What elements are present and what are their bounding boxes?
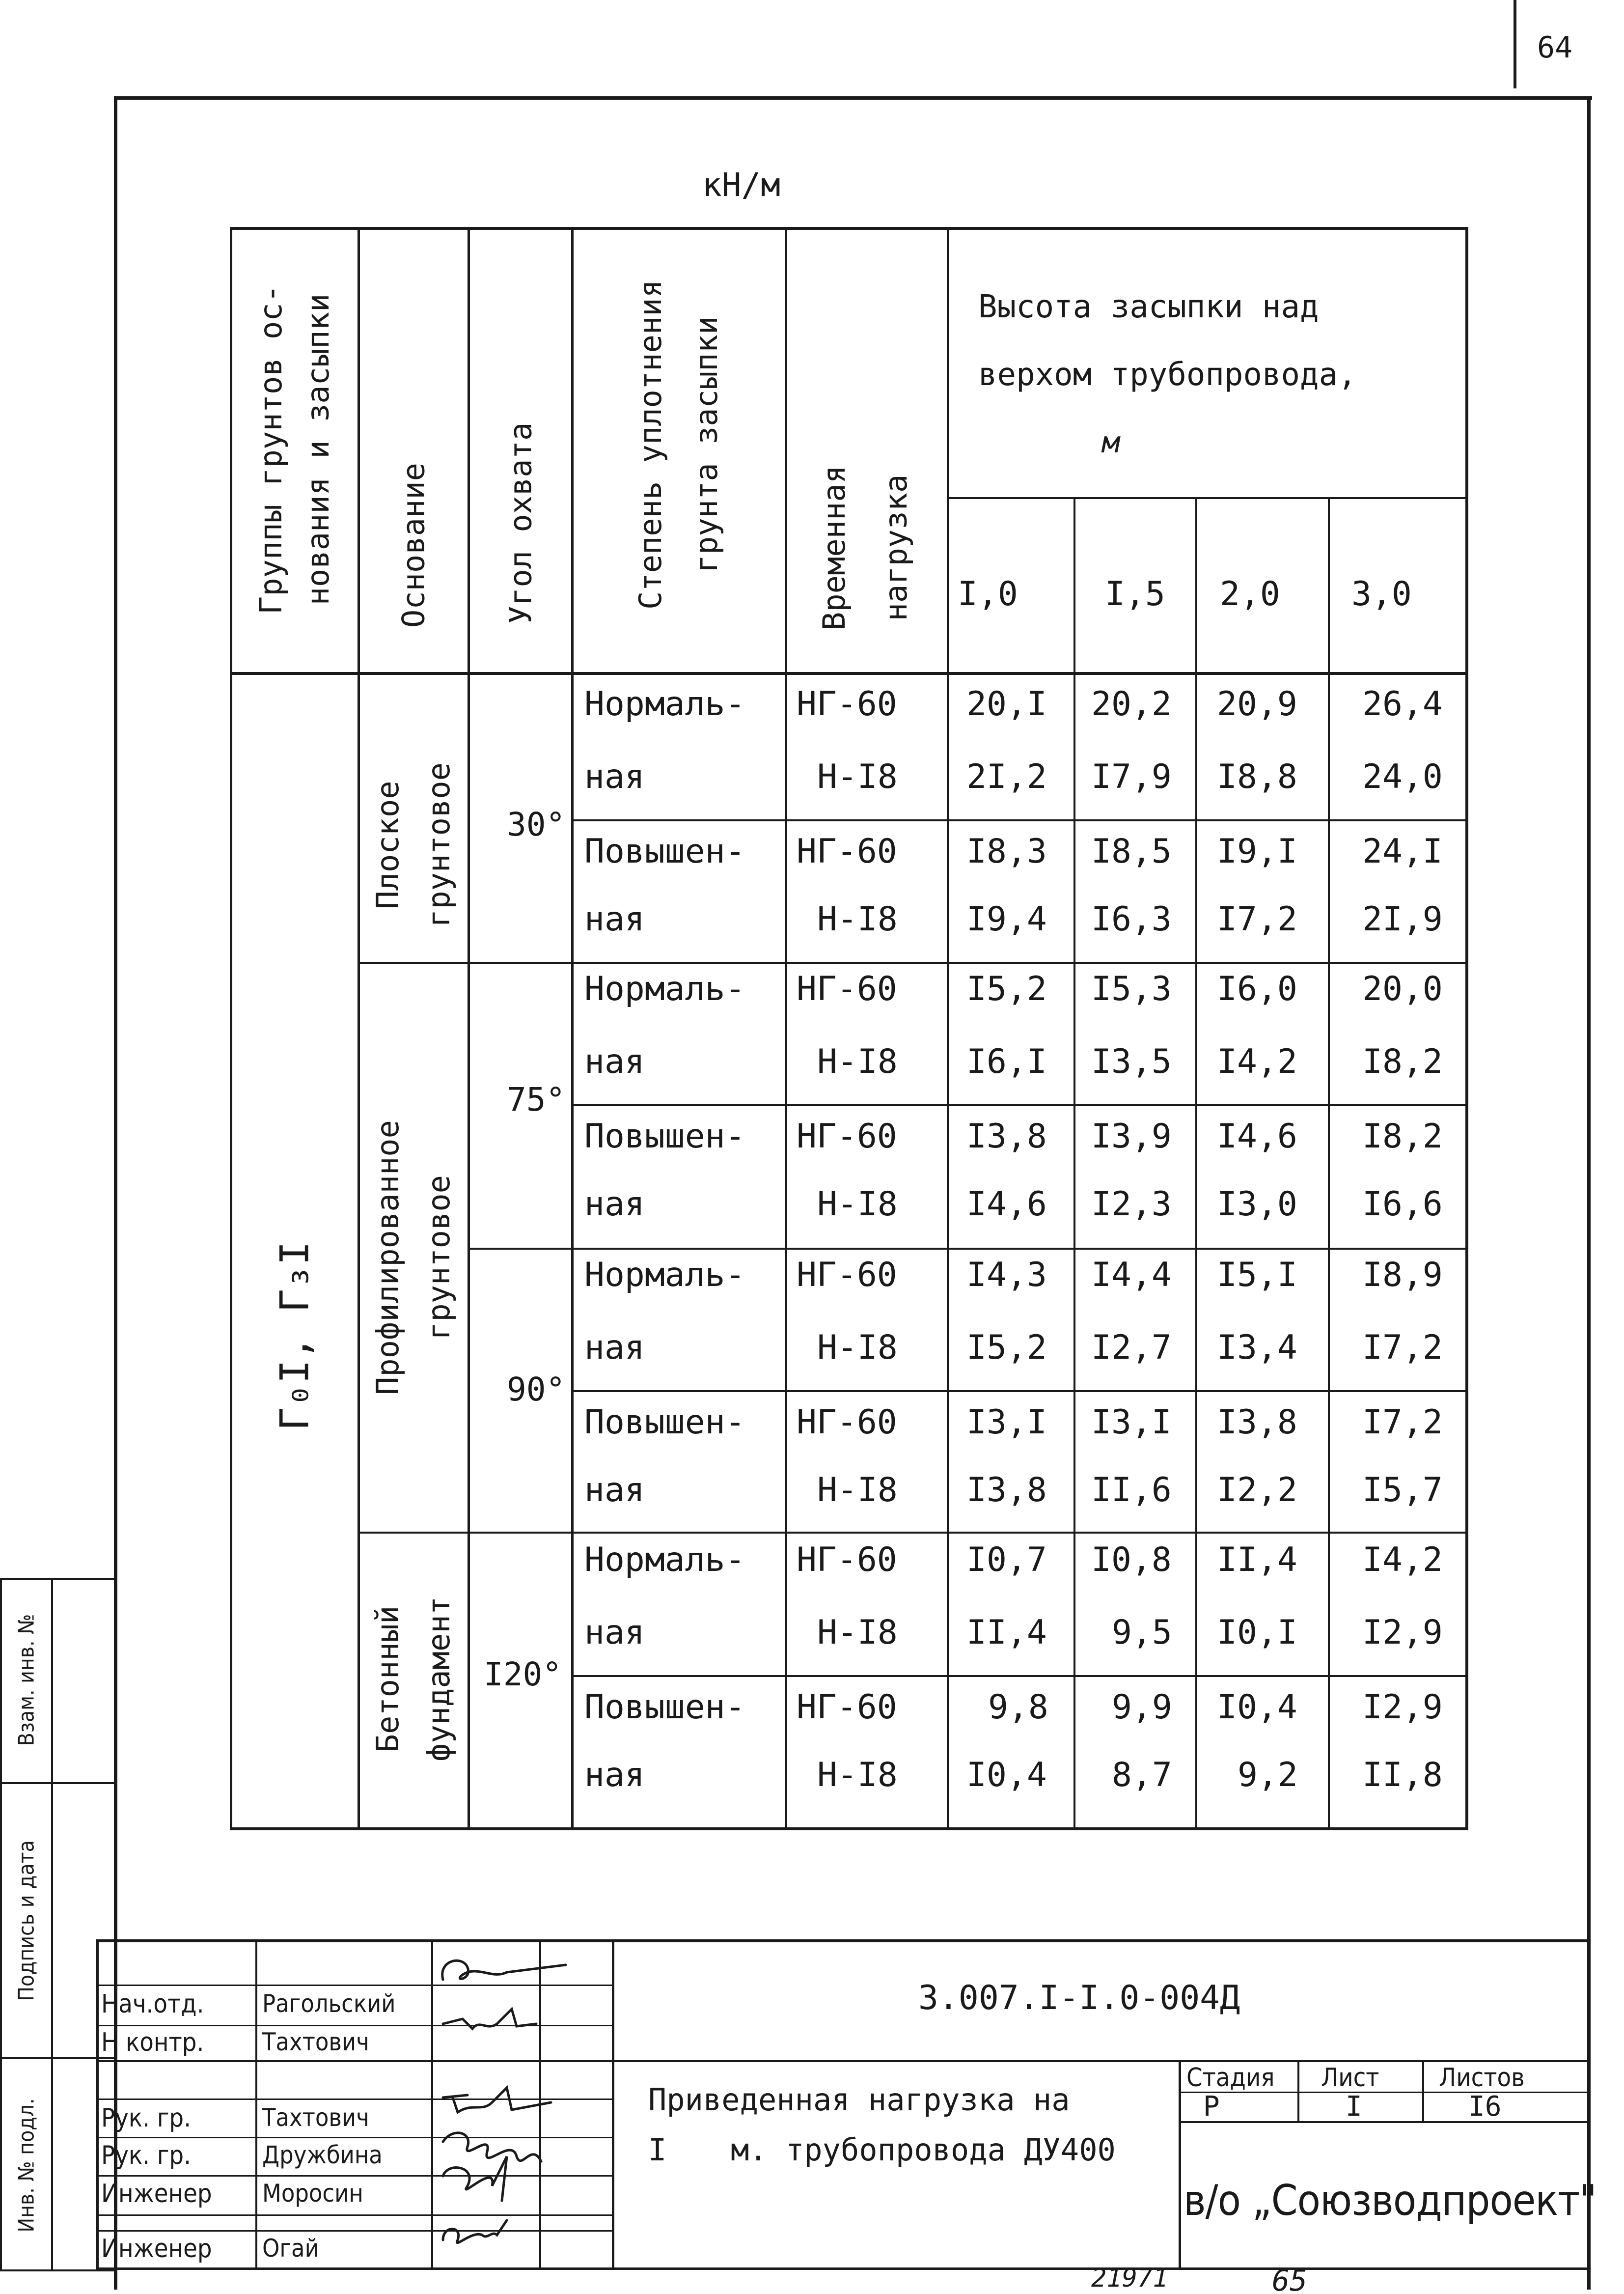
comp-high-1b: ная [584, 900, 645, 939]
role-6: Инженер [101, 2179, 212, 2209]
angle-120: I20° [484, 1655, 562, 1693]
value-h4: I7,2 [1362, 1403, 1443, 1442]
stamp-inv-number: Инв. № подл. [14, 2098, 39, 2233]
base-flat-soil [362, 762, 465, 927]
angle-sep [468, 1248, 1468, 1250]
header-compaction [623, 280, 735, 610]
page-number-divider [1514, 0, 1516, 88]
header-soil-groups [248, 284, 342, 615]
signature-2 [443, 2009, 536, 2029]
value-h1: I3,8 [966, 1117, 1047, 1156]
value-h1: I5,2 [966, 970, 1047, 1008]
base-sep-1 [358, 962, 1468, 964]
col-rule-9 [1465, 227, 1468, 1829]
header-base: Основание [395, 463, 432, 628]
load-type: Н-I8 [817, 1042, 898, 1081]
value-h3: I8,8 [1217, 757, 1297, 796]
base-flat-soil-line1: Плоское [370, 781, 406, 909]
value-h2: I3,I [1091, 1403, 1172, 1442]
comp-normal-1b: ная [584, 757, 645, 796]
col-rule-0 [230, 227, 232, 1829]
tb-col-left [96, 1939, 99, 2269]
name-4: Тахтович [262, 2103, 369, 2132]
base-concrete-line1: Бетонный [370, 1605, 406, 1753]
value-h4: 2I,9 [1362, 900, 1443, 939]
value-h3: I2,2 [1217, 1471, 1297, 1510]
value-h4: I7,2 [1362, 1328, 1443, 1367]
doc-title-line2-a: I [648, 2132, 667, 2168]
value-h1: 2I,2 [966, 757, 1047, 796]
side-stamp-left [0, 1578, 2, 2271]
comp-sep-2 [571, 1104, 1468, 1106]
doc-title-line1: Приведенная нагрузка на [648, 2082, 1070, 2118]
name-5: Дружбина [262, 2141, 383, 2169]
page-number: 64 [1537, 30, 1573, 65]
tb-stage-sep [1297, 2060, 1299, 2122]
tb-row-3 [96, 2060, 1591, 2062]
comp-high-3b: ная [584, 1471, 645, 1510]
soil-group-value: Г₀I, Г₃I [272, 1241, 318, 1431]
header-height-line1: Высота засыпки над [978, 289, 1319, 325]
col-rule-4 [785, 227, 787, 1829]
role-5: Рук. гр. [101, 2141, 191, 2170]
title-block-top [96, 1939, 1591, 1942]
value-h4: I5,7 [1362, 1471, 1443, 1510]
height-col-2: I,5 [1105, 575, 1165, 614]
header-soil-groups-line1: Группы грунтов ос- [253, 284, 289, 615]
value-h4: I4,2 [1362, 1540, 1443, 1579]
value-h1: I3,8 [966, 1471, 1047, 1510]
value-h2: I2,3 [1091, 1185, 1172, 1224]
load-type: НГ-60 [797, 1403, 897, 1442]
comp-normal-2b: ная [584, 1042, 645, 1081]
frame-left [114, 96, 117, 2290]
signature-3 [443, 2088, 551, 2112]
base-profiled-soil-line2: грунтовое [421, 1175, 457, 1340]
header-temp-load-line1: Временная [816, 465, 852, 630]
base-profiled-soil [362, 1120, 465, 1395]
name-6: Моросин [262, 2179, 363, 2208]
org-name: в/о „Союзводпроект" [1184, 2176, 1596, 2225]
tb-value-row [1179, 2121, 1591, 2123]
signature-6 [443, 2220, 507, 2243]
signature-4 [443, 2133, 541, 2161]
name-7: Огай [262, 2234, 319, 2263]
value-h1: I3,I [966, 1403, 1047, 1442]
name-1: Рагольский [262, 1989, 396, 2018]
height-col-1: I,0 [958, 575, 1018, 614]
comp-normal-4a: Нормаль- [584, 1540, 745, 1579]
col-rule-7 [1195, 497, 1197, 1829]
bottom-note-2: 65 [1272, 2264, 1308, 2294]
doc-code: 3.007.I-I.0-004Д [918, 1979, 1240, 2017]
value-h2: 9,5 [1112, 1613, 1172, 1652]
comp-high-1a: Повышен- [584, 832, 745, 871]
header-height-unit: м [1102, 425, 1120, 460]
comp-high-4a: Повышен- [584, 1688, 745, 1727]
table-bottom-rule [230, 1827, 1468, 1830]
header-temp-load [803, 465, 927, 630]
load-type: Н-I8 [817, 1756, 898, 1794]
value-h2: I3,5 [1091, 1042, 1172, 1081]
value-h3: I4,6 [1217, 1117, 1297, 1156]
load-type: НГ-60 [797, 1540, 897, 1579]
value-h4: II,8 [1362, 1756, 1443, 1794]
value-h1: I4,3 [966, 1256, 1047, 1294]
table-top-rule [230, 227, 1468, 230]
value-h2: I0,8 [1091, 1540, 1172, 1579]
header-compaction-line1: Степень уплотнения [633, 280, 668, 610]
value-h3: I6,0 [1217, 970, 1297, 1008]
value-h4: 24,0 [1362, 757, 1443, 796]
comp-normal-4b: ная [584, 1613, 645, 1652]
value-h4: I2,9 [1362, 1688, 1443, 1727]
value-h2: I4,4 [1091, 1256, 1172, 1294]
sheets-value: I6 [1468, 2091, 1502, 2123]
value-h1: 9,8 [988, 1688, 1048, 1727]
value-h1: I9,4 [966, 900, 1047, 939]
sheet-value: I [1346, 2091, 1362, 2123]
value-h3: I3,4 [1217, 1328, 1297, 1367]
col-rule-8 [1328, 497, 1330, 1829]
angle-30: 30° [507, 806, 566, 843]
frame-right [1587, 96, 1591, 2290]
value-h4: I8,2 [1362, 1117, 1443, 1156]
angle-75: 75° [507, 1081, 566, 1119]
comp-high-3a: Повышен- [584, 1403, 745, 1442]
value-h3: I3,0 [1217, 1185, 1297, 1224]
load-type: НГ-60 [797, 1117, 897, 1156]
base-concrete-line2: фундамент [421, 1596, 457, 1762]
signature-1 [442, 1960, 566, 1980]
col-rule-3 [571, 227, 574, 1829]
role-4: Рук. гр. [101, 2103, 191, 2133]
col-rule-1 [358, 227, 360, 1829]
role-2: Н контр. [101, 2028, 204, 2057]
value-h4: I6,6 [1362, 1185, 1443, 1224]
sheet-label: Лист [1321, 2063, 1379, 2093]
value-h2: I2,7 [1091, 1328, 1172, 1367]
comp-normal-1a: Нормаль- [584, 685, 745, 724]
signature-5 [443, 2156, 507, 2201]
value-h1: I0,4 [966, 1756, 1047, 1794]
load-type: Н-I8 [817, 1328, 898, 1367]
value-h4: 26,4 [1362, 685, 1443, 724]
base-profiled-soil-line1: Профилированное [370, 1120, 406, 1395]
value-h3: II,4 [1217, 1540, 1297, 1579]
header-soil-groups-line2: нования и засыпки [300, 293, 336, 606]
comp-high-4b: ная [584, 1756, 645, 1794]
side-stamp-sep1 [0, 1782, 116, 1784]
side-stamp-mid [51, 1578, 53, 2271]
value-h2: 20,2 [1091, 685, 1172, 724]
name-2: Тахтович [262, 2028, 369, 2056]
units-label: кН/м [702, 166, 780, 204]
sheets-label: Листов [1439, 2063, 1525, 2093]
comp-sep-3 [571, 1390, 1468, 1392]
doc-title-line2-b: м. трубопровода ДУ400 [731, 2132, 1116, 2168]
comp-normal-2a: Нормаль- [584, 970, 745, 1008]
load-type: НГ-60 [797, 685, 897, 724]
side-stamp-top [0, 1578, 116, 1580]
value-h2: I8,5 [1091, 832, 1172, 871]
load-type: НГ-60 [797, 1688, 897, 1727]
stage-label: Стадия [1186, 2063, 1275, 2093]
height-col-3: 2,0 [1220, 575, 1280, 614]
header-height-line2: верхом трубопровода, [978, 357, 1357, 393]
comp-high-2b: ная [584, 1185, 645, 1224]
load-type: НГ-60 [797, 1256, 897, 1294]
value-h4: I8,9 [1362, 1256, 1443, 1294]
col-rule-2 [468, 227, 470, 1829]
value-h1: I8,3 [966, 832, 1047, 871]
comp-sep-1 [571, 819, 1468, 821]
base-sep-2 [358, 1532, 1468, 1534]
height-subheader-rule [947, 497, 1468, 499]
value-h2: I3,9 [1091, 1117, 1172, 1156]
value-h2: II,6 [1091, 1471, 1172, 1510]
value-h4: 20,0 [1362, 970, 1443, 1008]
value-h3: I3,8 [1217, 1403, 1297, 1442]
value-h1: I6,I [966, 1042, 1047, 1081]
tb-col-role [255, 1939, 257, 2269]
col-rule-5 [947, 227, 949, 1829]
comp-normal-3b: ная [584, 1328, 645, 1367]
comp-sep-4 [571, 1675, 1468, 1677]
value-h2: I7,9 [1091, 757, 1172, 796]
title-block-bottom [96, 2267, 1591, 2270]
height-col-4: 3,0 [1351, 575, 1412, 614]
value-h3: 9,2 [1238, 1756, 1298, 1794]
value-h2: I5,3 [1091, 970, 1172, 1008]
signatures [433, 1945, 600, 2265]
value-h4: I2,9 [1362, 1613, 1443, 1652]
header-compaction-line2: грунта засыпки [688, 316, 724, 573]
value-h2: 9,9 [1112, 1688, 1172, 1727]
comp-high-2a: Повышен- [584, 1117, 745, 1156]
value-h3: I4,2 [1217, 1042, 1297, 1081]
value-h1: I0,7 [966, 1540, 1047, 1579]
tb-col-date [612, 1939, 614, 2269]
load-type: Н-I8 [817, 757, 898, 796]
tb-sheet-sep [1422, 2060, 1424, 2122]
value-h3: I9,I [1217, 832, 1297, 871]
value-h3: I0,4 [1217, 1688, 1297, 1727]
load-type: НГ-60 [797, 970, 897, 1008]
value-h1: I4,6 [966, 1185, 1047, 1224]
angle-90: 90° [507, 1371, 566, 1408]
header-angle: Угол охвата [502, 422, 539, 624]
load-type: НГ-60 [797, 832, 897, 871]
value-h1: 20,I [966, 685, 1047, 724]
value-h1: I5,2 [966, 1328, 1047, 1367]
load-type: Н-I8 [817, 900, 898, 939]
role-1: Нач.отд. [101, 1989, 204, 2019]
stamp-sign-date: Подпись и дата [14, 1840, 39, 2001]
value-h3: I7,2 [1217, 900, 1297, 939]
value-h1: II,4 [966, 1613, 1047, 1652]
header-bottom-rule [230, 672, 1468, 675]
value-h4: 24,I [1362, 832, 1443, 871]
stamp-replaced-inv: Взам. инв. № [14, 1614, 39, 1746]
stage-value: Р [1203, 2091, 1220, 2123]
role-7: Инженер [101, 2234, 212, 2264]
load-type: Н-I8 [817, 1185, 898, 1224]
value-h3: I5,I [1217, 1256, 1297, 1294]
value-h4: I8,2 [1362, 1042, 1443, 1081]
value-h2: I6,3 [1091, 900, 1172, 939]
header-temp-load-line2: нагрузка [878, 474, 914, 621]
value-h3: 20,9 [1217, 685, 1297, 724]
load-type: Н-I8 [817, 1613, 898, 1652]
value-h3: I0,I [1217, 1613, 1297, 1652]
col-rule-6 [1073, 497, 1075, 1829]
bottom-note-1: 21971 [1091, 2264, 1168, 2293]
frame-top [114, 96, 1592, 100]
load-type: Н-I8 [817, 1471, 898, 1510]
value-h2: 8,7 [1112, 1756, 1172, 1794]
base-flat-soil-line2: грунтовое [421, 762, 457, 927]
comp-normal-3a: Нормаль- [584, 1256, 745, 1294]
base-concrete [362, 1596, 465, 1762]
